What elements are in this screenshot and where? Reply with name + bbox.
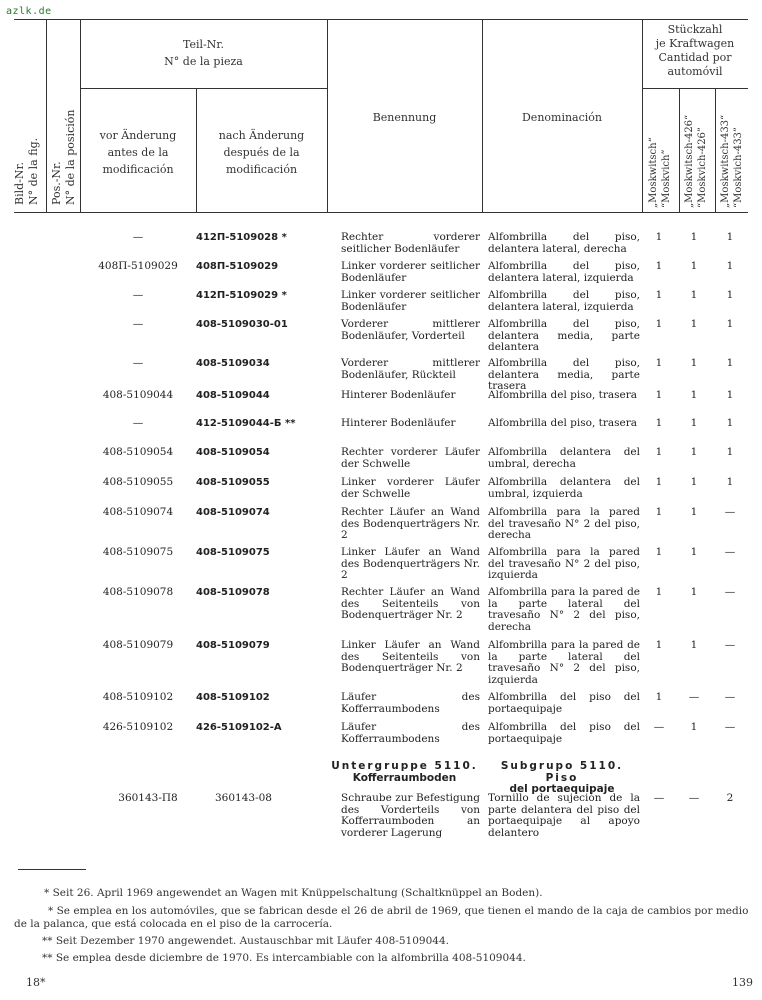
benennung-cell: Hinterer Bodenläufer [341,417,456,429]
benennung-header: Benennung [372,111,437,124]
part-no-after: 408-5109078 [196,587,270,598]
qty-moskvich: 1 [655,260,663,272]
benennung-cell: Linker Läufer an Wand des Bodenquerträgers Nr. 2 [341,546,480,581]
vor-aenderung-header: vor Änderung antes de la modificación [99,129,177,176]
teil-nr-rule [80,88,327,89]
part-no-before: 408-5109054 [102,446,174,458]
part-no-before: 408-5109044 [102,389,174,401]
part-no-after: 408-5109055 [196,477,270,488]
denominacion-cell: Alfombrilla delantera del umbral, izquierda [488,476,640,500]
qty-moskvich-426: — [688,691,700,703]
pos-nr-header: Pos.-Nr. N° de la posición [50,109,77,205]
nach-aenderung-header: nach Änderung después de la modificación [218,129,305,176]
subgroup-heading-de: Untergruppe 5110. Kofferraumboden [331,760,478,784]
denominacion-cell: Alfombrilla para la pared de la parte lateral del travesaño N° 2 del piso, izquierda [488,639,640,686]
col-divider [715,88,716,213]
part-no-before: — [132,231,144,243]
header-top-rule [14,19,748,20]
page-label-left: 18* [26,976,46,989]
part-no-before: 426-5109102 [102,721,174,733]
qty-moskvich-433: 1 [726,446,734,458]
qty-moskvich-426: 1 [690,506,698,518]
qty-moskvich-433: 1 [726,289,734,301]
qty-moskvich: 1 [655,446,663,458]
benennung-cell: Läufer des Kofferraumbodens [341,691,480,715]
qty-moskvich: 1 [655,639,663,651]
qty-moskvich: 1 [655,417,663,429]
qty-moskvich: 1 [655,231,663,243]
qty-moskvich-433: 1 [726,476,734,488]
benennung-cell: Linker vorderer Läufer der Schwelle [341,476,480,500]
part-no-after: 408-5109030-01 [196,319,288,330]
denominacion-cell: Alfombrilla del piso, delantera lateral, derecha [488,231,640,255]
benennung-cell: Vorderer mittlerer Bodenläufer, Vorderteil [341,318,480,342]
part-no-after: 408-5109034 [196,358,270,369]
watermark: azlk.de [6,6,52,17]
part-no-after: 408П-5109029 [196,261,279,272]
qty-moskvich-433: 1 [726,357,734,369]
qty-moskvich: — [653,721,665,733]
moskvich-426-header: „Moskwitsch-426“ “Moskvich-426” [684,114,708,208]
stueckzahl-header: Stückzahl je Kraftwagen Cantidad por automóvil [655,23,735,78]
denominacion-cell: Alfombrilla del piso, trasera [488,389,637,401]
denominacion-cell: Alfombrilla para la pared del travesaño N° 2 del piso, derecha [488,506,640,541]
part-no-before: 408П-5109029 [98,260,178,272]
part-no-after: 408-5109074 [196,507,270,518]
denominacion-cell: Alfombrilla del piso, delantera media, parte trasera [488,357,640,392]
qty-moskvich-426: 1 [690,231,698,243]
qty-moskvich-426: 1 [690,260,698,272]
qty-moskvich-433: — [724,586,736,598]
denominacion-cell: Alfombrilla del piso del portaequipaje [488,691,640,715]
qty-moskvich-426: 1 [690,476,698,488]
qty-moskvich: 1 [655,357,663,369]
benennung-cell: Rechter Läufer an Wand des Bodenquerträgers Nr. 2 [341,506,480,541]
part-no-before: — [132,289,144,301]
qty-moskvich-433: 1 [726,318,734,330]
qty-moskvich-433: — [724,546,736,558]
qty-moskvich-433: 1 [726,389,734,401]
denominacion-cell: Alfombrilla para la pared de la parte lateral del travesaño N° 2 del piso, derecha [488,586,640,633]
benennung-cell: Rechter Läufer an Wand des Seitenteils von Bodenquerträger Nr. 2 [341,586,480,621]
denominacion-header: Denominación [521,111,602,124]
benennung-cell: Linker vorderer seitlicher Bodenläufer [341,289,480,313]
part-no-after: 408-5109075 [196,547,270,558]
benennung-cell: Rechter vorderer Läufer der Schwelle [341,446,480,470]
qty-moskvich-433: 1 [726,260,734,272]
footnote: ** Seit Dezember 1970 angewendet. Austauschbar mit Läufer 408-5109044. [42,935,449,947]
part-no-before: 408-5109078 [102,586,174,598]
qty-moskvich-426: 1 [690,546,698,558]
bild-nr-header: Bild-Nr. N° de la fig. [13,137,40,205]
denominacion-cell: Alfombrilla para la pared del travesaño N° 2 del piso, izquierda [488,546,640,581]
qty-moskvich-433: — [724,639,736,651]
moskvich-header: „Moskwitsch“ “Moskvich” [648,137,672,208]
part-no-before: 360143-П8 [118,792,178,804]
qty-moskvich-426: — [688,792,700,804]
qty-moskvich-433: — [724,506,736,518]
denominacion-cell: Alfombrilla del piso, delantera lateral, izquierda [488,289,640,313]
qty-moskvich-426: 1 [690,389,698,401]
qty-moskvich-426: 1 [690,289,698,301]
part-no-after: 408-5109044 [196,390,270,401]
footnote: ** Se emplea desde diciembre de 1970. Es intercambiable con la alfombrilla 408-5109044. [42,952,526,964]
qty-moskvich: 1 [655,389,663,401]
part-no-before: — [132,417,144,429]
part-no-before: — [132,318,144,330]
part-no-after: 360143-08 [215,792,272,804]
qty-moskvich-426: 1 [690,586,698,598]
header-bottom-rule [14,212,748,213]
denominacion-cell: Alfombrilla delantera del umbral, derecha [488,446,640,470]
qty-moskvich-426: 1 [690,639,698,651]
qty-moskvich-433: 1 [726,231,734,243]
benennung-cell: Läufer des Kofferraumbodens [341,721,480,745]
part-no-before: 408-5109074 [102,506,174,518]
part-no-after: 412П-5109028 * [196,232,287,243]
part-no-before: — [132,357,144,369]
part-no-before: 408-5109075 [102,546,174,558]
page-number: 139 [732,976,753,989]
part-no-after: 408-5109054 [196,447,270,458]
denominacion-cell: Alfombrilla del piso, delantera media, parte delantera [488,318,640,353]
teil-nr-header: Teil-Nr. N° de la pieza [164,38,243,68]
qty-moskvich-426: 1 [690,318,698,330]
part-no-after: 426-5109102-А [196,722,282,733]
qty-moskvich-426: 1 [690,446,698,458]
col-divider [46,19,47,213]
denominacion-cell: Alfombrilla del piso, delantera lateral, izquierda [488,260,640,284]
qty-moskvich-433: 2 [726,792,734,804]
col-divider [679,88,680,213]
benennung-cell: Schraube zur Befestigung des Vorderteils von Kofferraumboden an vorderer Lagerung [341,792,480,839]
qty-moskvich-433: — [724,721,736,733]
part-no-after: 408-5109079 [196,640,270,651]
benennung-cell: Vorderer mittlerer Bodenläufer, Rückteil [341,357,480,381]
subgroup-heading-es: Subgrupo 5110. Piso del portaequipaje [500,760,624,795]
qty-moskvich-426: 1 [690,721,698,733]
denominacion-cell: Tornillo de sujeción de la parte delantera del piso del portaequipaje al apoyo delantero [488,792,640,839]
part-no-after: 412-5109044-Б ** [196,418,296,429]
part-no-before: 408-5109102 [102,691,174,703]
qty-moskvich: — [653,792,665,804]
footnote-rule [18,869,86,870]
qty-moskvich: 1 [655,691,663,703]
benennung-cell: Linker vorderer seitlicher Bodenläufer [341,260,480,284]
qty-moskvich-426: 1 [690,417,698,429]
benennung-cell: Hinterer Bodenläufer [341,389,456,401]
part-no-before: 408-5109079 [102,639,174,651]
qty-moskvich-433: — [724,691,736,703]
part-no-before: 408-5109055 [102,476,174,488]
qty-moskvich: 1 [655,289,663,301]
moskvich-433-header: „Moskwitsch-433“ “Moskvich-433” [720,114,744,208]
qty-moskvich-433: 1 [726,417,734,429]
benennung-cell: Rechter vorderer seitlicher Bodenläufer [341,231,480,255]
footnote: * Se emplea en los automóviles, que se fabrican desde el 26 de abril de 1969, que tienen el mando de la caja de cambios por medio de la palanca, que está colocada en el piso de la carrocería. [14,905,749,930]
qty-moskvich: 1 [655,546,663,558]
denominacion-cell: Alfombrilla del piso del portaequipaje [488,721,640,745]
qty-moskvich: 1 [655,318,663,330]
qty-moskvich: 1 [655,586,663,598]
benennung-cell: Linker Läufer an Wand des Seitenteils von Bodenquerträger Nr. 2 [341,639,480,674]
qty-moskvich: 1 [655,506,663,518]
denominacion-cell: Alfombrilla del piso, trasera [488,417,637,429]
qty-moskvich-426: 1 [690,357,698,369]
footnote: * Seit 26. April 1969 angewendet an Wagen mit Knüppelschaltung (Schaltknüppel an Boden). [44,887,543,899]
part-no-after: 408-5109102 [196,692,270,703]
stueckzahl-rule [642,88,748,89]
part-no-after: 412П-5109029 * [196,290,287,301]
qty-moskvich: 1 [655,476,663,488]
